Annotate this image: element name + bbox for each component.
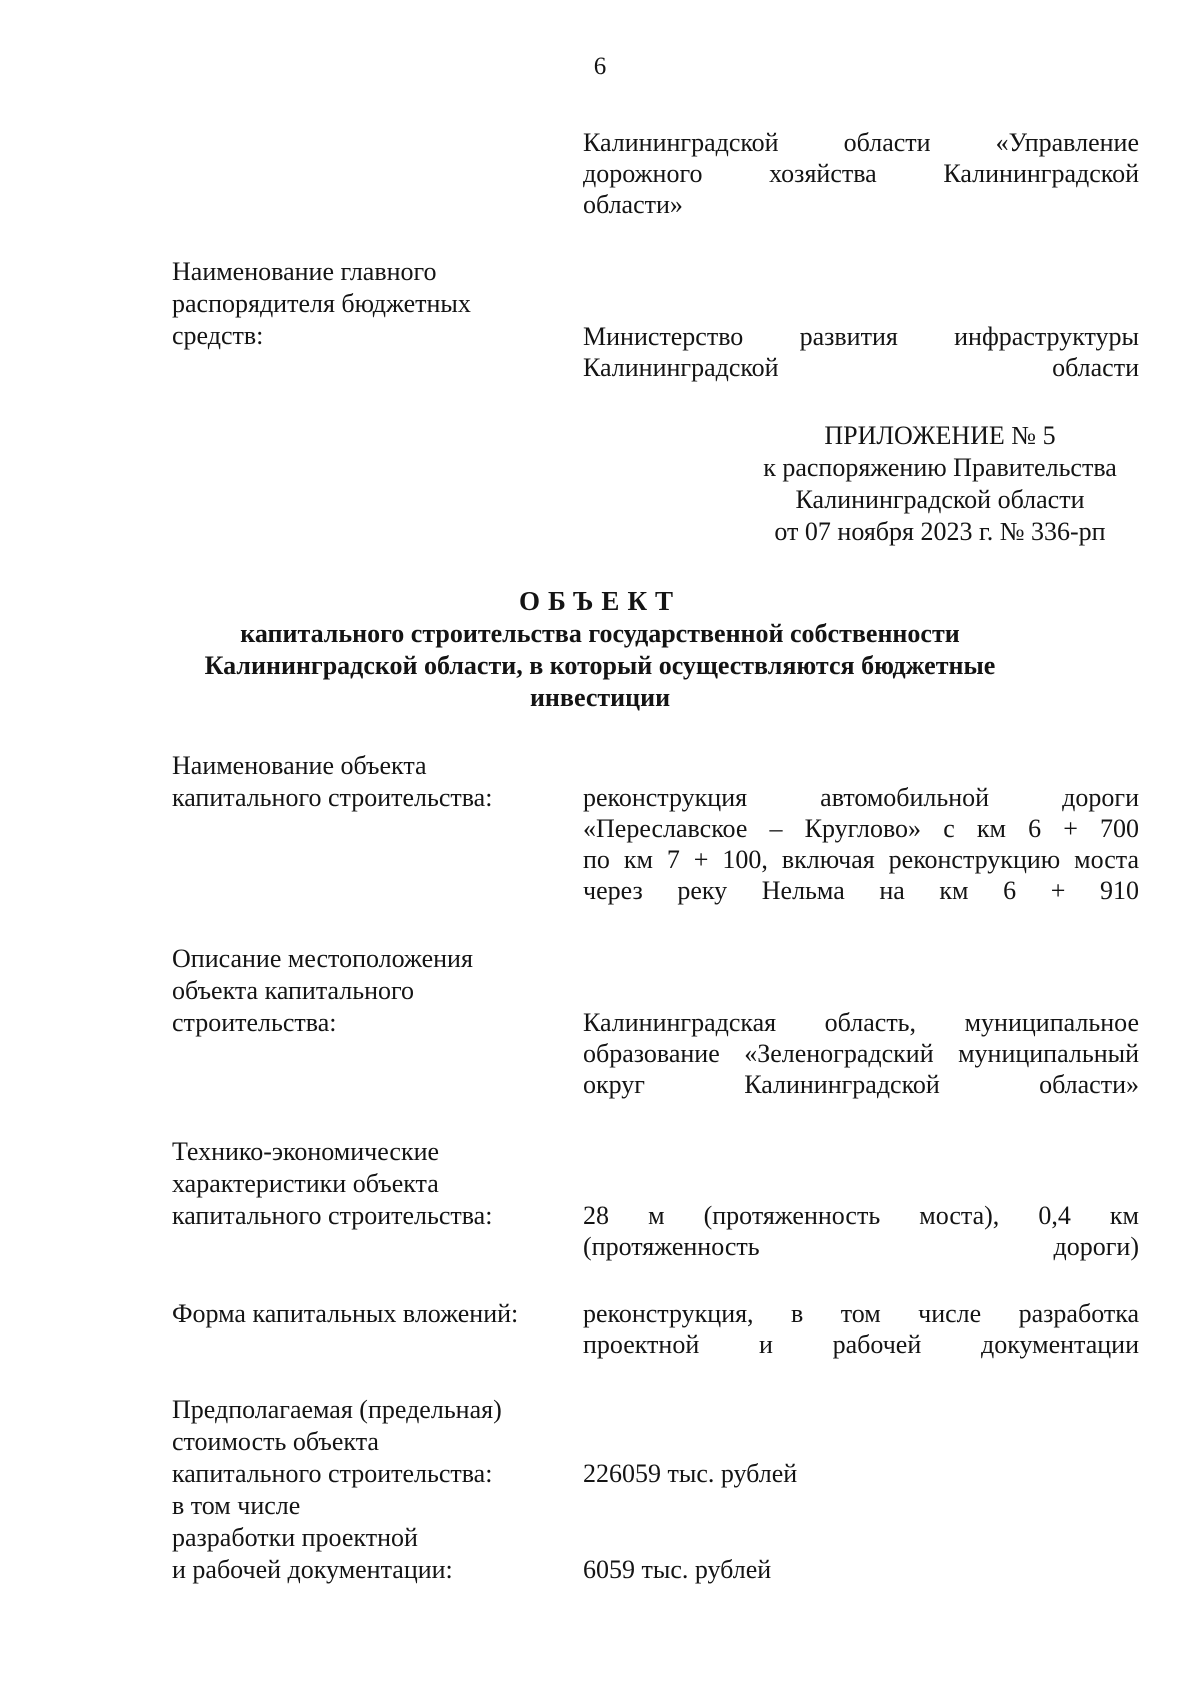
field-design-docs-label [172,1490,572,1586]
value-line: 28 м (протяженность моста), 0,4 км [583,1201,1139,1230]
value-line: реконструкция автомобильной дороги [583,783,1139,812]
page-number: 6 [593,53,607,80]
value-line: (протяженность дороги) [583,1232,1139,1261]
field-location-value [583,1007,1139,1100]
appendix-line-2: к распоряжению Правительства [763,453,1117,482]
budget-manager-value [583,321,1139,383]
value-line: реконструкция, в том числе разработка [583,1299,1139,1328]
label-line: капитального строительства: [172,1201,493,1230]
field-investment-form-value [583,1298,1139,1360]
label-line: строительства: [172,1008,337,1037]
label-line: Предполагаемая (предельная) [172,1395,502,1424]
prev-value-line-2: дорожного хозяйства Калининградской [583,159,1139,188]
field-location-label [172,943,572,1039]
field-design-docs-value [583,1554,1143,1585]
appendix-header [700,420,1180,548]
value-line: через реку Нельма на км 6 + 910 [583,876,1139,905]
value-line: 226059 тыс. рублей [583,1459,798,1488]
label-line: Описание местоположения [172,944,473,973]
value-line: Калининградская область, муниципальное [583,1008,1139,1037]
label-line: и рабочей документации: [172,1555,453,1584]
document-title: ОБЪЕКТ [518,586,682,616]
label-line: Форма капитальных вложений: [172,1299,519,1328]
label-line: разработки проектной [172,1523,418,1552]
field-characteristics-label [172,1136,572,1232]
budget-manager-label [172,256,572,352]
prev-value-line-3: области» [583,190,683,219]
label-line: Наименование объекта [172,751,427,780]
field-characteristics-value [583,1200,1139,1262]
value-line: по км 7 + 100, включая реконструкцию моста [583,845,1139,874]
field-cost-label [172,1394,572,1490]
subtitle-line-1: капитального строительства государственной собственности [240,619,960,648]
budget-value-line-2: Калининградской области [583,353,1139,382]
subtitle-line-2: Калининградской области, в который осуществляются бюджетные [204,651,996,680]
prev-section-value [583,127,1139,220]
budget-value-line-1: Министерство развития инфраструктуры [583,322,1139,351]
budget-label-line-3: средств: [172,321,264,350]
budget-label-line-1: Наименование главного [172,257,437,286]
appendix-line-1: ПРИЛОЖЕНИЕ № 5 [824,421,1056,450]
value-line: округ Калининградской области» [583,1070,1139,1099]
label-line: стоимость объекта [172,1427,379,1456]
field-cost-value [583,1458,1143,1489]
value-line: проектной и рабочей документации [583,1330,1139,1359]
label-line: в том числе [172,1491,301,1520]
field-investment-form-label [172,1298,572,1330]
subtitle-line-3: инвестиции [529,683,671,712]
value-line: «Переславское – Круглово» с км 6 + 700 [583,814,1139,843]
field-object-name-label [172,750,572,814]
value-line: образование «Зеленоградский муниципальный [583,1039,1139,1068]
label-line: объекта капитального [172,976,415,1005]
appendix-line-4: от 07 ноября 2023 г. № 336-рп [774,517,1106,546]
value-line: 6059 тыс. рублей [583,1555,772,1584]
appendix-line-3: Калининградской области [795,485,1085,514]
budget-label-line-2: распорядителя бюджетных [172,289,471,318]
prev-value-line-1: Калининградской области «Управление [583,128,1139,157]
field-object-name-value [583,782,1139,906]
label-line: капитального строительства: [172,783,493,812]
label-line: капитального строительства: [172,1459,493,1488]
label-line: Технико-экономические [172,1137,440,1166]
label-line: характеристики объекта [172,1169,439,1198]
document-subtitle [150,618,1050,714]
